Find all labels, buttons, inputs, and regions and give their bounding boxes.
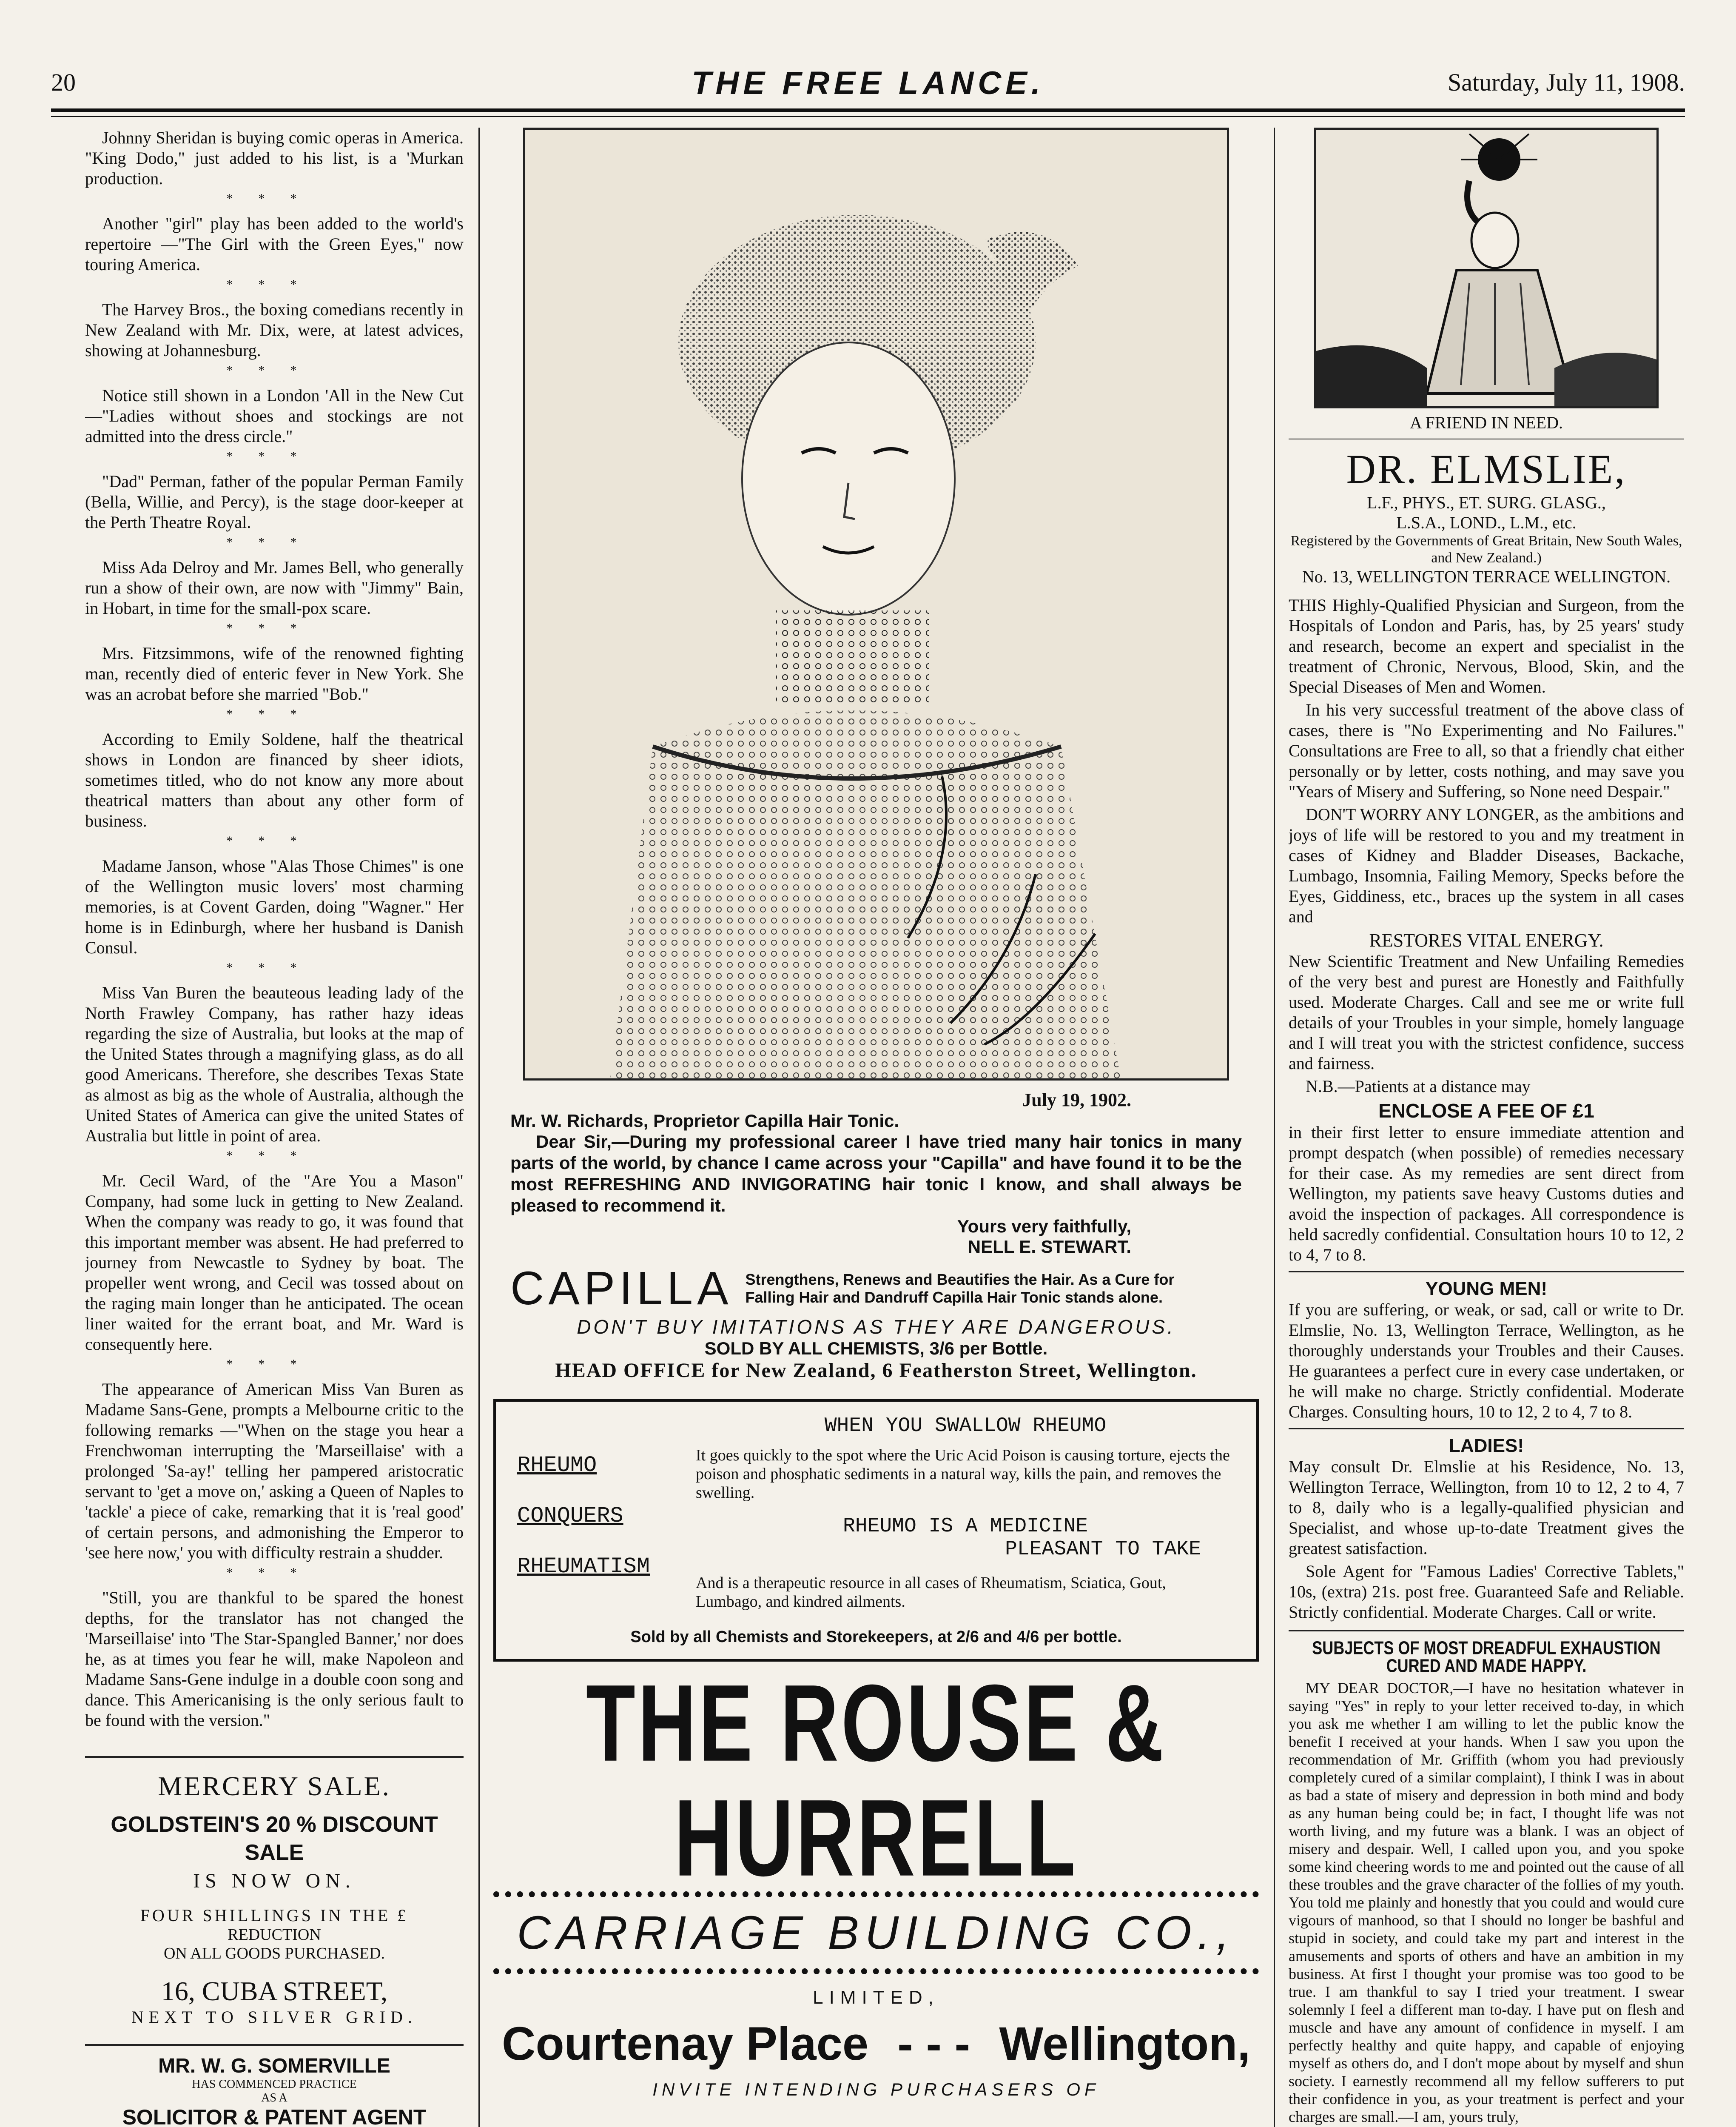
ad-subheading: LADIES!	[1449, 1435, 1524, 1456]
letter-date: July 19, 1902.	[1022, 1089, 1131, 1110]
woman-portrait-illustration	[525, 130, 1227, 1078]
advert-column	[493, 128, 1259, 2127]
street: Courtenay Place	[502, 2018, 869, 2070]
news-item: Mr. Cecil Ward, of the "Are You a Mason" Company, had some luck in getting to New Zealand. When the company was ready to go, it was found that this important member was absent. He had preferred to journey from Newcastle to Sydney by boat. The propeller went wrong, and Cecil was tossed about on the raging main longer than he anticipated. The ocean liner waited for the errant boat, and Mr. Ward is consequently here.	[85, 1171, 464, 1354]
doctor-qualifications: L.F., PHYS., ET. SURG. GLASG.,	[1367, 493, 1606, 512]
doctor-qualifications: L.S.A., LOND., L.M., etc.	[1396, 513, 1577, 532]
ad-line: SALE	[245, 1840, 304, 1865]
ad-line: LIMITED,	[813, 1987, 939, 2008]
rheumo-text: And is a therapeutic resource in all cases of Rheumatism, Sciatica, Gout, Lumbago, and kindred ailments.	[696, 1574, 1166, 1611]
letter-closing: Yours very faithfully,	[957, 1216, 1131, 1236]
rheumo-heading: RHEUMO IS A MEDICINE	[842, 1515, 1088, 1538]
rheumo-right	[696, 1414, 1235, 1611]
portrait-photo	[523, 128, 1229, 1081]
ad-line: INVITE INTENDING PURCHASERS OF	[652, 2079, 1100, 2099]
horse-and-cart-illustration	[493, 2100, 1259, 2127]
ad-paragraph: in their first letter to ensure immediate attention and prompt despatch (when possible) of remedies necessary for their case. As my remedies are sent direct from Wellington, my patients save heavy Customs duties and avoid the inspection of packages. All correspondence is held sacredly confidential. Consultation hours 10 to 12, 2 to 4, 7 to 8.	[1289, 1123, 1684, 1264]
ad-title: MERCERY SALE.	[158, 1771, 391, 1801]
issue-date: Saturday, July 11, 1908.	[1448, 68, 1685, 96]
office-text: HEAD OFFICE for New Zealand, 6 Featherston Street, Wellington.	[555, 1359, 1197, 1382]
separator-stars: ***	[226, 1357, 322, 1371]
ad-paragraph: Sole Agent for "Famous Ladies' Corrective Tablets," 10s, (extra) 21s. post free. Guaranteed Safe and Reliable. Strictly confidential. Moderate Charges. Call or write.	[1289, 1562, 1684, 1622]
ad-subheading: CURED AND MADE HAPPY.	[1386, 1655, 1587, 1676]
rheumo-heading: PLEASANT TO TAKE	[1005, 1538, 1201, 1561]
letter-body: Dear Sir,—During my professional career I have tried many hair tonics in many parts of the world, by chance I came across your "Capilla" and have found it to be the most REFRESHING AND INVIGORATING hair tonic I know, and shall always be pleased to recommend it.	[510, 1132, 1242, 1215]
news-item: The Harvey Bros., the boxing comedians recently in New Zealand with Mr. Dix, were, at latest advices, showing at Johannesburg.	[85, 300, 464, 360]
rheumo-ad	[493, 1399, 1259, 1662]
illustration-caption: A FRIEND IN NEED.	[1410, 413, 1563, 432]
goddess-with-torch-illustration	[1316, 130, 1656, 406]
friend-illustration	[1314, 128, 1659, 408]
registration-note: Registered by the Governments of Great Britain, New South Wales, and New Zealand.)	[1290, 533, 1682, 566]
separator-stars: ***	[226, 834, 322, 848]
news-item: Madame Janson, whose "Alas Those Chimes" is one of the Wellington music lovers' most charming memories, is at Covent Garden, doing "Wagner." Her home is in Edinburgh, where her husband is Danish Consul.	[85, 856, 464, 957]
ad-line: ON ALL GOODS PURCHASED.	[163, 1945, 385, 1962]
ad-headline: THE ROUSE & HURRELL	[586, 1662, 1167, 1899]
header-rule-thin	[51, 116, 1685, 117]
ad-title: MR. W. G. SOMERVILLE	[158, 2055, 390, 2077]
brand-tagline	[745, 1271, 1174, 1306]
divider	[1289, 1630, 1684, 1631]
separator-stars: ***	[226, 277, 322, 291]
ad-paragraph: New Scientific Treatment and New Unfailing Remedies of the very best and purest are Honestly and Faithfully used. Moderate Charges. Call and see me or write full details of your Troubles in your simple, homely language and I will treat you with the strictest confidence, success and fairness.	[1289, 952, 1684, 1073]
separator-stars: ***	[226, 191, 322, 205]
column-divider	[478, 128, 480, 2127]
masthead-title: THE FREE LANCE.	[692, 65, 1044, 101]
brand-name: CAPILLA	[510, 1262, 733, 1314]
ad-subheading: ENCLOSE A FEE OF £1	[1378, 1100, 1594, 1122]
ad-paragraph: DON'T WORRY ANY LONGER, as the ambitions and joys of life will be restored to you and my treatment in cases of Kidney and Bladder Diseases, Backache, Lumbago, Insomnia, Failing Memory, Specks before the Eyes, Giddiness, etc., braces up the system in all cases and	[1289, 805, 1684, 926]
rheumo-text: It goes quickly to the spot where the Uric Acid Poison is causing torture, ejects the poison and phosphatic sediments in a natural way, kills the pain, and removes the swelling.	[696, 1446, 1230, 1502]
dashes: - - -	[897, 2018, 970, 2070]
ad-subheading: SUBJECTS OF MOST DREADFUL EXHAUSTION	[1312, 1637, 1661, 1658]
ad-line: AS A	[261, 2091, 287, 2104]
ad-paragraph: In his very successful treatment of the above class of cases, there is "No Experimenting and No Failures." Consultations are Free to all, so that a friendly chat either personally or by letter, costs nothing, and may save you "Years of Misery and Suffering, so None need Despair."	[1289, 700, 1684, 801]
rouse-hurrell-ad	[493, 1662, 1259, 2127]
city: Wellington,	[999, 2018, 1250, 2070]
letter-addressee: Mr. W. Richards, Proprietor Capilla Hair Tonic.	[510, 1111, 899, 1131]
separator-stars: ***	[226, 1565, 322, 1580]
rheumo-left	[517, 1414, 696, 1611]
ad-line: GOLDSTEIN'S 20 % DISCOUNT	[111, 1812, 438, 1837]
news-item: Miss Van Buren the beauteous leading lady of the North Frawley Company, has rather hazy ideas regarding the size of Australia, but looks at the map of the United States through a magnifying glass, as do all good Americans. Therefore, she describes Texas State as almost as big as the whole of Australia, although the United States of America can give the united States of Australia but little in point of area.	[85, 983, 464, 1145]
separator-stars: ***	[226, 535, 322, 549]
news-item: Mrs. Fitzsimmons, wife of the renowned fighting man, recently died of enteric fever in New York. She was an acrobat before she married "Bob."	[85, 644, 464, 704]
ad-line: HAS COMMENCED PRACTICE	[192, 2078, 357, 2091]
divider	[85, 2044, 464, 2046]
ad-subheadline: CARRIAGE BUILDING CO.,	[517, 1907, 1235, 1959]
doctor-name: DR. ELMSLIE,	[1346, 446, 1627, 492]
warning-text: DON'T BUY IMITATIONS AS THEY ARE DANGEROUS.	[577, 1316, 1175, 1338]
ad-line: NEXT TO SILVER GRID.	[131, 2007, 417, 2027]
ad-line: SOLICITOR & PATENT AGENT	[122, 2105, 427, 2127]
ad-line: FOUR SHILLINGS IN THE £	[140, 1906, 409, 1925]
ad-paragraph: If you are suffering, or weak, or sad, call or write to Dr. Elmslie, No. 13, Wellington Terrace, Wellington, as he thoroughly understands your Troubles and their Causes. He guarantees a perfect cure in every case undertaken, or he will make no charge. Strictly confidential. Moderate Charges. Consulting hours, 10 to 12, 2 to 4, 7 to 8.	[1289, 1300, 1684, 1421]
news-item: "Dad" Perman, father of the popular Perman Family (Bella, Willie, and Percy), is the stage door-keeper at the Perth Theatre Royal.	[85, 472, 464, 532]
separator-stars: ***	[226, 449, 322, 463]
tagline-line: Falling Hair and Dandruff Capilla Hair Tonic stands alone.	[745, 1288, 1163, 1306]
rheumo-label: RHEUMO	[517, 1453, 597, 1478]
solicitor-ad	[85, 2054, 464, 2127]
letter-signature: NELL E. STEWART.	[968, 1237, 1131, 1257]
tagline-line: Strengthens, Renews and Beautifies the Hair. As a Cure for	[745, 1270, 1175, 1288]
capilla-ad	[493, 1081, 1259, 1382]
testimonial-letter: MY DEAR DOCTOR,—I have no hesitation whatever in saying "Yes" in reply to your letter received to-day, in which you ask me whether I am willing to let the public know the benefit I received at your hands. When I saw you upon the recommendation of Mr. Griffith (whom you had previously completely cured of a similar complaint), I think I was in about as bad a state of misery and depression in both mind and body as any human being could be; in fact, I thought life was not worth living, and my future was a blank. I was an object of misery and despair. Well, I called upon you, and you spoke some kind cheering words to me and pointed out the cause of all these troubles and the grave character of the follies of my youth. You told me plainly and honestly that you could and would cure vigours of manhood, so that I should no longer be bashful and stupid in society, and could take my part and interest in the amusements and sports of others and have an ambition in my business. At first I thought your promise was too good to be true. I am thankful to say I tried your treatment. I swear solemnly I feel a different man to-day. I have put on flesh and muscle and have any amount of confidence in myself. I am perfectly healthy and quite happy, and capable of enjoying myself as others do, and I don't mope about by myself and shun society. I earnestly recommend all my fellow sufferers to put their confidence in you, as your treatment is perfect and your charges are small.—I am, yours truly,	[1289, 1679, 1684, 2125]
news-item: The appearance of American Miss Van Buren as Madame Sans-Gene, prompts a Melbourne critic to the following remarks —"When on the stage you hear a Frenchwoman interrupting the 'Marseillaise' with a prolonged 'Sa-ay!' telling her pampered aristocratic servant to 'get a move on,' asking a Queen of Naples to 'tackle' a piece of cake, remarking that it is 'real good' of certain persons, and admonishing the Emperor to 'see here now,' you with difficulty restrain a shudder.	[85, 1380, 464, 1562]
ornament-rule	[493, 1968, 1259, 1974]
ad-subheading: YOUNG MEN!	[1426, 1278, 1547, 1299]
ad-line: REDUCTION	[228, 1926, 321, 1944]
column-divider	[1274, 128, 1275, 2127]
page-header	[51, 65, 1685, 106]
rheumo-label: CONQUERS	[517, 1503, 623, 1528]
ad-subheading: RESTORES VITAL ENERGY.	[1369, 930, 1604, 951]
sold-text: SOLD BY ALL CHEMISTS, 3/6 per Bottle.	[704, 1338, 1048, 1358]
divider	[85, 1756, 464, 1758]
doctor-ad-column	[1289, 128, 1684, 2127]
capilla-brand-row	[510, 1261, 1242, 1315]
news-item: "Still, you are thankful to be spared the honest depths, for the translator has not changed the 'Marseillaise' into 'The Star-Spangled Banner,' nor does he, as at times you fear he will, make Napoleon and Madame Sans-Gene indulge in a double coon song and dance. This Americanising is the only serious fault to be found with the version."	[85, 1588, 464, 1730]
separator-stars: ***	[226, 363, 322, 377]
rheumo-sold: Sold by all Chemists and Storekeepers, at 2/6 and 4/6 per bottle.	[630, 1628, 1122, 1646]
address-row	[502, 2017, 1250, 2071]
separator-stars: ***	[226, 1149, 322, 1163]
news-item: Johnny Sheridan is buying comic operas in America. "King Dodo," just added to his list, is a 'Murkan production.	[85, 128, 464, 188]
news-item: Another "girl" play has been added to the world's repertoire —"The Girl with the Green Eyes," now touring America.	[85, 214, 464, 274]
doctor-address: No. 13, WELLINGTON TERRACE WELLINGTON.	[1302, 567, 1671, 586]
news-item: According to Emily Soldene, half the theatrical shows in London are financed by sheer idiots, sometimes titled, who do not know any more about theatrical matters than about any other form of business.	[85, 730, 464, 830]
news-item: Miss Ada Delroy and Mr. James Bell, who generally run a show of their own, are now with "Jimmy" Bain, in Hobart, in time for the small-pox scare.	[85, 558, 464, 618]
ad-paragraph: May consult Dr. Elmslie at his Residence, No. 13, Wellington Terrace, Wellington, from 10 to 12, 2 to 4, 7 to 8, daily who is a legally-qualified physician and Specialist, and whose up-to-date Treatment gives the greatest satisfaction.	[1289, 1457, 1684, 1558]
ad-paragraph: N.B.—Patients at a distance may	[1306, 1077, 1531, 1096]
divider	[1289, 1428, 1684, 1429]
separator-stars: ***	[226, 961, 322, 975]
rheumo-label: RHEUMATISM	[517, 1554, 650, 1579]
news-item: Notice still shown in a London 'All in the New Cut —"Ladies without shoes and stockings are not admitted into the dress circle."	[85, 386, 464, 446]
rheumo-heading: WHEN YOU SWALLOW RHEUMO	[824, 1414, 1107, 1437]
divider	[1289, 1271, 1684, 1272]
ad-line: IS NOW ON.	[193, 1870, 356, 1892]
gossip-column	[85, 128, 464, 2127]
ad-paragraph: THIS Highly-Qualified Physician and Surgeon, from the Hospitals of London and Paris, has, by 25 years' study and research, become an expert and specialist in the treatment of Chronic, Nervous, Blood, Skin, and the Special Diseases of Men and Women.	[1289, 596, 1684, 696]
separator-stars: ***	[226, 707, 322, 721]
header-rule	[51, 108, 1685, 112]
mercery-sale-ad	[85, 1771, 464, 2027]
separator-stars: ***	[226, 621, 322, 635]
ad-line: 16, CUBA STREET,	[161, 1976, 388, 2006]
page-number: 20	[51, 68, 76, 96]
